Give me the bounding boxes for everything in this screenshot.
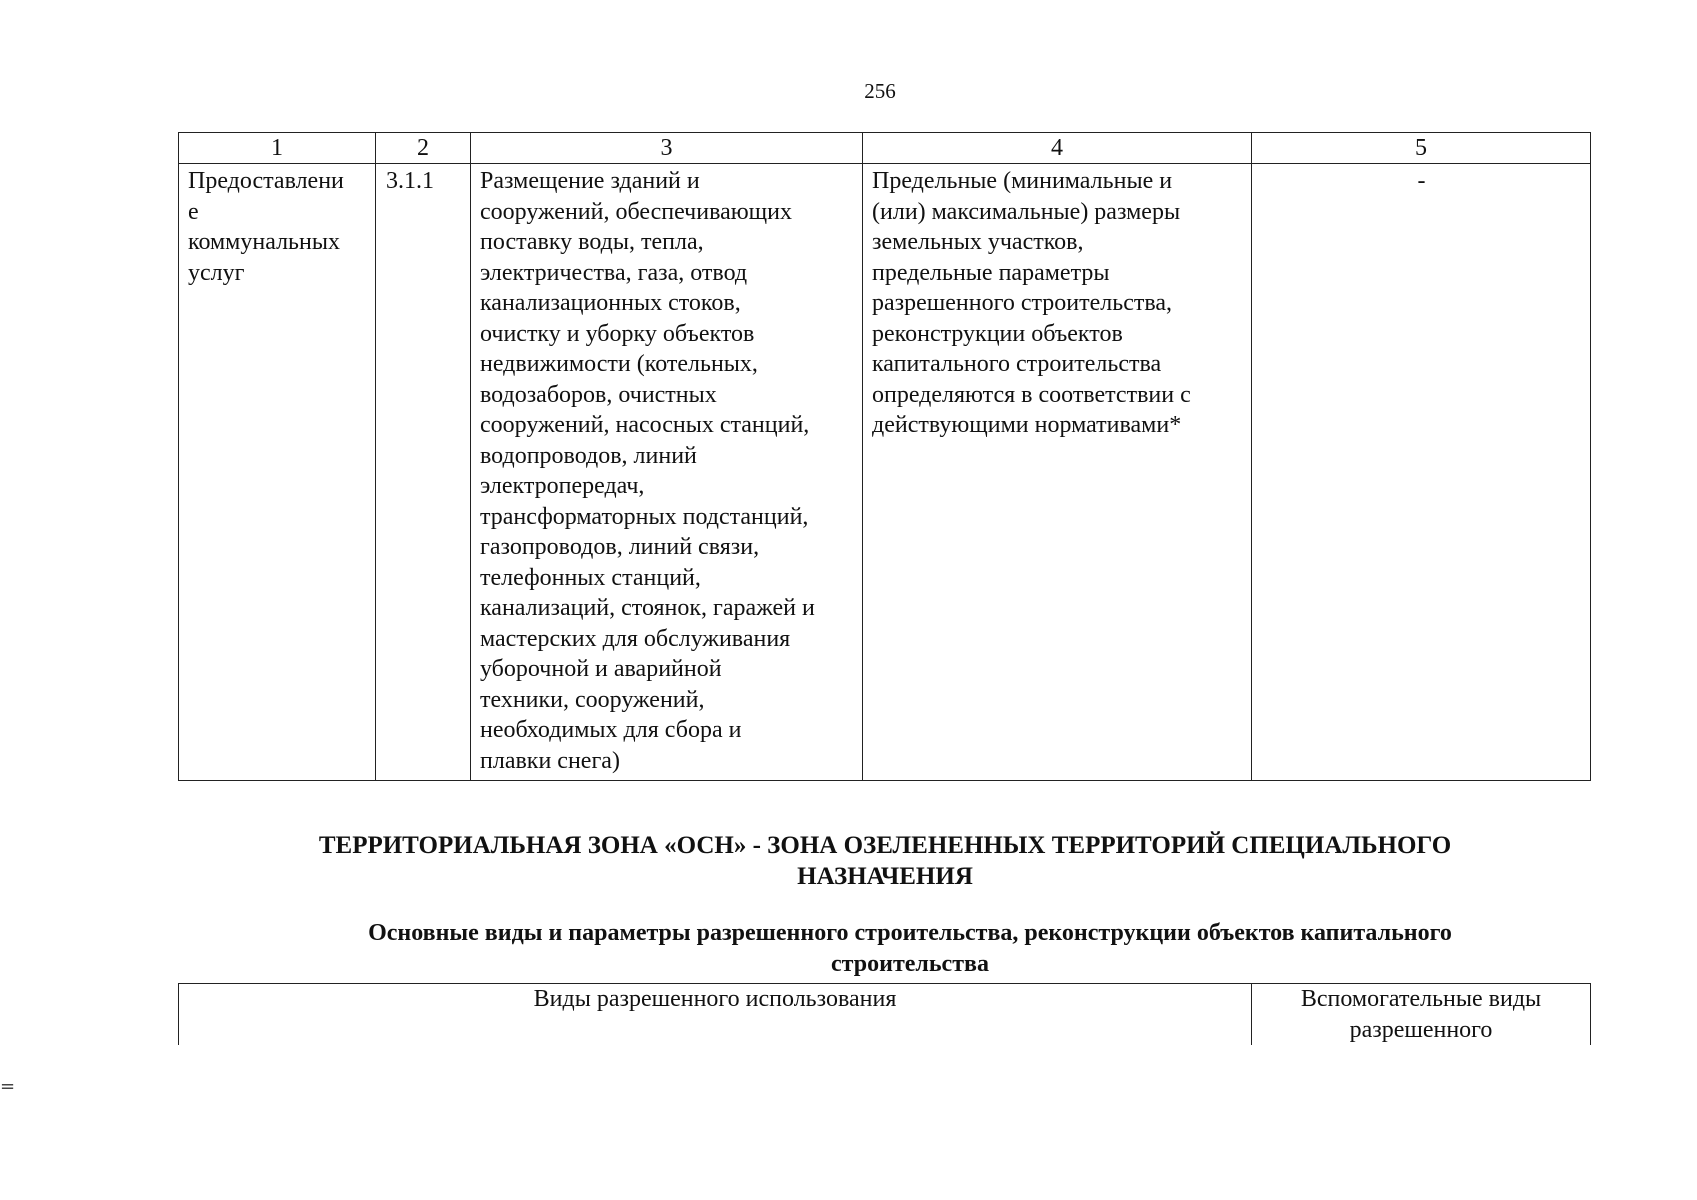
use-parameters-cell [863, 164, 1252, 781]
zone-title: ТЕРРИТОРИАЛЬНАЯ ЗОНА «ОСН» - ЗОНА ОЗЕЛЕНЕННЫХ ТЕРРИТОРИЙ СПЕЦИАЛЬНОГО НАЗНАЧЕНИЯ [318, 832, 1452, 890]
permitted-uses-header: Виды разрешенного использования [179, 984, 1252, 1046]
zone-table [178, 983, 1591, 1045]
header-cell-5: 5 [1252, 133, 1591, 164]
section-subtitle: Основные виды и параметры разрешенного строительства, реконструкции объектов капитального строительства [368, 920, 1452, 977]
zone-table-header-row [179, 984, 1591, 1046]
land-use-table [178, 132, 1591, 781]
page-number: 256 [864, 79, 896, 103]
auxiliary-uses-text: Вспомогательные виды разрешенного [1300, 986, 1542, 1043]
use-description-cell [471, 164, 863, 781]
auxiliary-uses-header [1252, 984, 1591, 1046]
use-extra-cell: - [1252, 164, 1591, 781]
header-cell-4: 4 [863, 133, 1252, 164]
use-parameters-text: Предельные (минимальные и (или) максимальные) размеры земельных участков, предельные параметры разрешенного строительства, реконструкции объектов капитального строительства определяются в соответствии с действующими нормативами* [872, 168, 1191, 438]
header-cell-1: 1 [179, 133, 376, 164]
table-header-row [179, 133, 1591, 164]
header-cell-3: 3 [471, 133, 863, 164]
edge-mark: = [0, 1076, 16, 1097]
use-description-text: Размещение зданий и сооружений, обеспечивающих поставку воды, тепла, электричества, газа, отвод канализационных стоков, очистку и уборку объектов недвижимости (котельных, водозаборов, очистных сооружений, насосных станций, водопроводов, линий электропередач, трансформаторных подстанций, газопроводов, линий связи, телефонных станций, канализаций, стоянок, гаражей и мастерских для обслуживания уборочной и аварийной техники, сооружений, необходимых для сбора и плавки снега) [480, 168, 815, 774]
header-cell-2: 2 [376, 133, 471, 164]
use-code-cell: 3.1.1 [376, 164, 471, 781]
table-row [179, 164, 1591, 781]
use-name-text: Предоставлени е коммунальных услуг [188, 168, 344, 286]
use-name-cell [179, 164, 376, 781]
